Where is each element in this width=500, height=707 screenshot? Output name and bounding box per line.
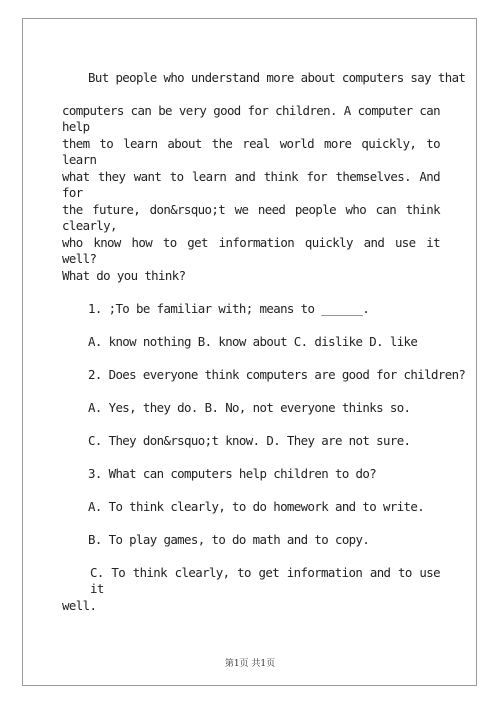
question-3-option-c: C. To think clearly, to get information and to use it <box>90 565 440 596</box>
paragraph-line-3: them to learn about the real world more quickly, to learn <box>62 136 440 167</box>
question-2-options-cd: C. They don&rsquo;t know. D. They are not sure. <box>88 433 411 448</box>
paragraph-line-7: What do you think? <box>62 268 186 283</box>
paragraph-line-5: the future, don&rsquo;t we need people who can think clearly, <box>62 202 440 233</box>
question-2-options-ab: A. Yes, they do. B. No, not everyone thinks so. <box>88 400 411 415</box>
question-2: 2. Does everyone think computers are good for children? <box>88 367 466 382</box>
question-3-option-c-continued: well. <box>62 598 97 613</box>
question-3-option-b: B. To play games, to do math and to copy. <box>88 532 370 547</box>
page-number-footer: 第1页 共1页 <box>224 659 276 669</box>
paragraph-line-1: But people who understand more about computers say that <box>88 70 466 85</box>
question-3: 3. What can computers help children to do? <box>88 466 377 481</box>
question-1: 1. ;To be familiar with; means to ______. <box>88 301 370 316</box>
question-1-options: A. know nothing B. know about C. dislike D. like <box>88 334 418 349</box>
question-3-option-a: A. To think clearly, to do homework and to write. <box>88 499 425 514</box>
paragraph-line-2: computers can be very good for children. A computer can help <box>62 103 440 134</box>
paragraph-line-4: what they want to learn and think for themselves. And for <box>62 169 440 200</box>
paragraph-line-6: who know how to get information quickly and use it well? <box>62 235 440 266</box>
